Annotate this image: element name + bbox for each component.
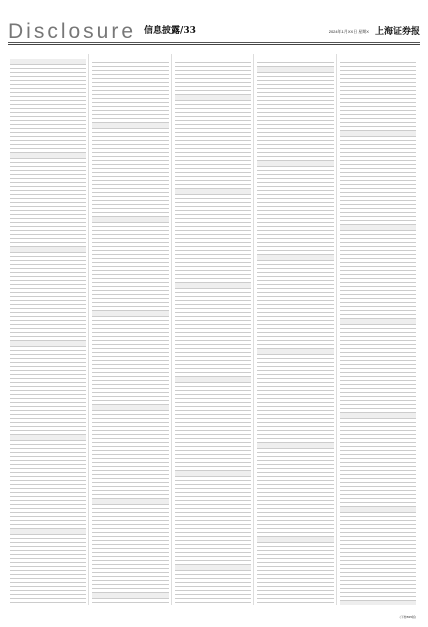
table-cell bbox=[203, 603, 221, 606]
table-cell bbox=[56, 603, 66, 606]
table-row bbox=[10, 603, 86, 606]
brand-wordmark: Disclosure bbox=[8, 20, 137, 43]
rule-line bbox=[8, 44, 420, 45]
disclosure-table bbox=[175, 59, 251, 605]
disclosure-table bbox=[257, 59, 333, 605]
date-line: 2024年1月XX日 星期X bbox=[328, 29, 369, 34]
table-cell bbox=[221, 603, 231, 606]
table-cell bbox=[323, 603, 333, 606]
column-2 bbox=[92, 54, 171, 605]
column-4 bbox=[257, 54, 336, 605]
disclosure-table bbox=[10, 59, 86, 605]
table-cell bbox=[313, 603, 323, 606]
section-title bbox=[144, 23, 196, 36]
data-columns bbox=[10, 54, 418, 605]
table-cell bbox=[231, 603, 241, 606]
column-1 bbox=[10, 54, 89, 605]
table-cell bbox=[159, 603, 169, 606]
masthead bbox=[8, 16, 420, 43]
table-cell bbox=[285, 603, 303, 606]
table-row bbox=[175, 603, 251, 606]
table-cell bbox=[303, 603, 313, 606]
column-3 bbox=[175, 54, 254, 605]
column-5 bbox=[340, 54, 418, 605]
table-cell bbox=[241, 603, 251, 606]
table-row bbox=[92, 603, 168, 606]
table-cell bbox=[257, 603, 285, 606]
table-cell bbox=[92, 603, 120, 606]
table-cell bbox=[138, 603, 148, 606]
table-cell bbox=[10, 603, 38, 606]
disclosure-table bbox=[340, 59, 416, 605]
table-cell bbox=[121, 603, 139, 606]
table-cell bbox=[76, 603, 86, 606]
table-cell bbox=[66, 603, 76, 606]
table-cell bbox=[149, 603, 159, 606]
table-row bbox=[257, 603, 333, 606]
section-name: 信息披露 bbox=[144, 26, 181, 36]
table-cell bbox=[38, 603, 56, 606]
table-cell bbox=[175, 603, 203, 606]
disclosure-table bbox=[92, 59, 168, 605]
newspaper-name: 上海证券报 bbox=[374, 27, 420, 37]
page-number: /33 bbox=[180, 26, 196, 36]
